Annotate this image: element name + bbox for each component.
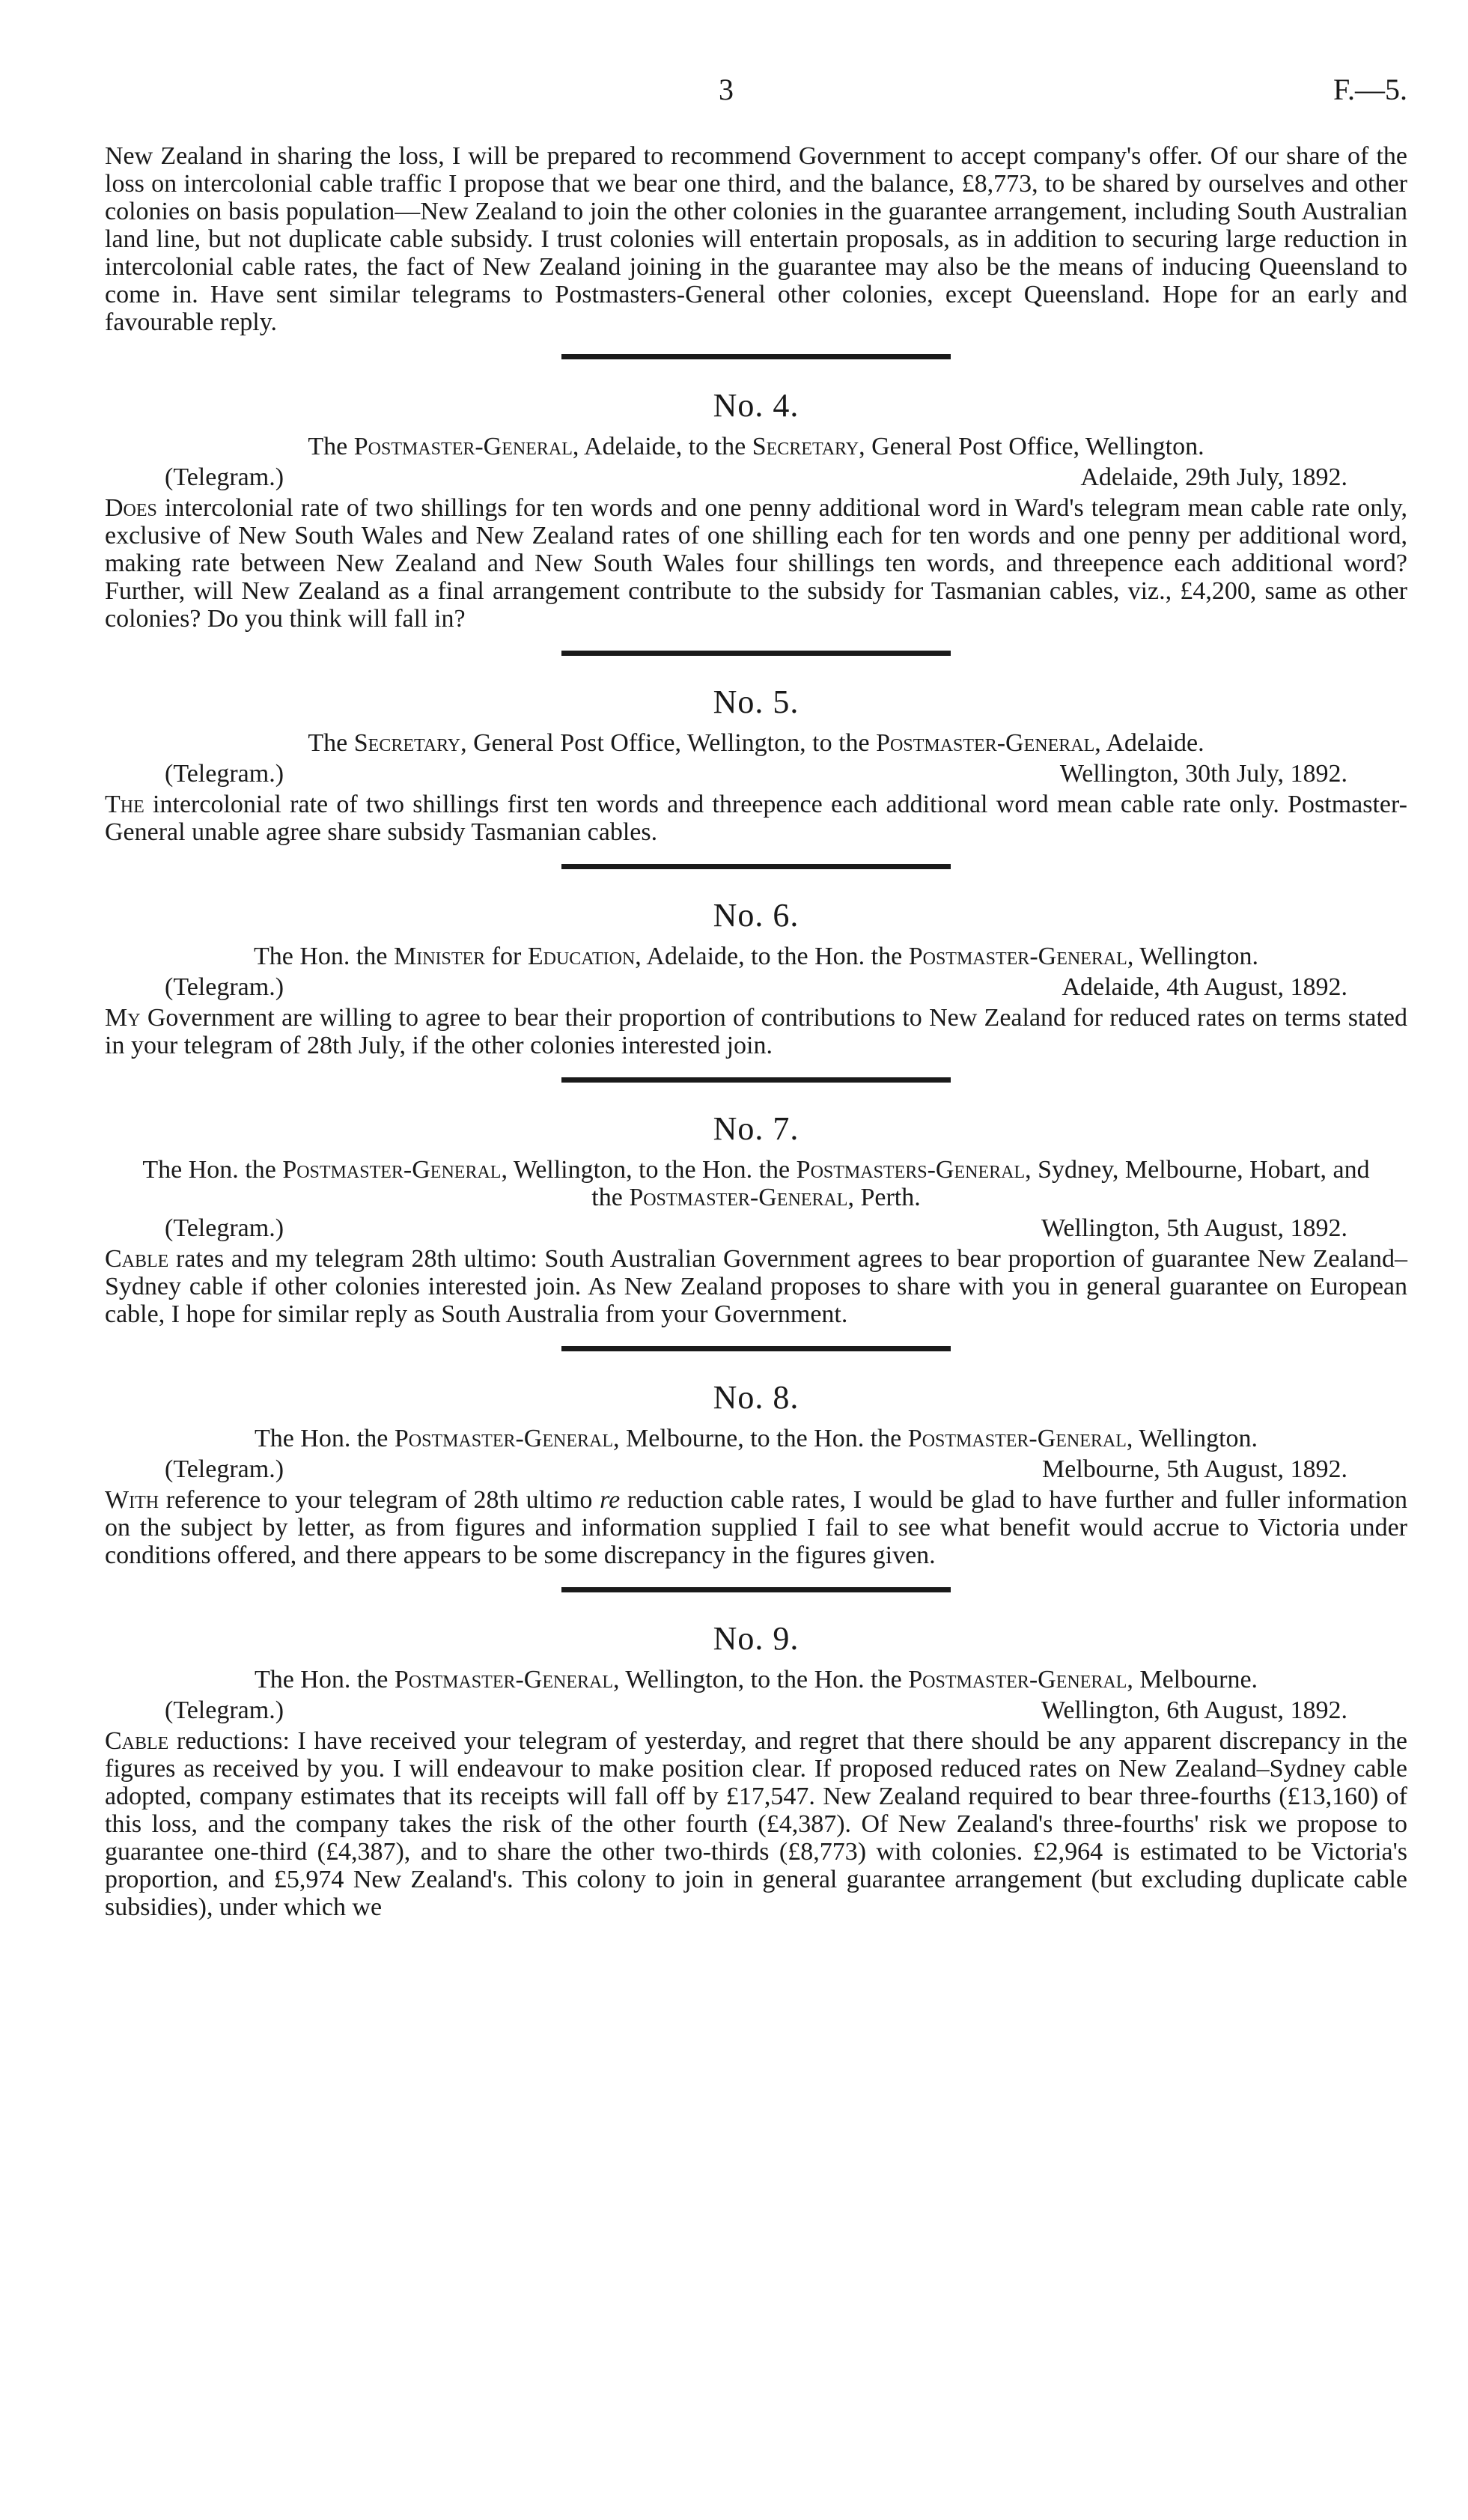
lead-word: Cable: [105, 1727, 169, 1755]
document-reference: F.—5.: [1333, 73, 1407, 106]
telegram-meta: [105, 1455, 1407, 1483]
addressing-text: , Wellington.: [1126, 1425, 1258, 1452]
place-date: Adelaide, 29th July, 1892.: [1080, 463, 1347, 491]
place-date: Wellington, 5th August, 1892.: [1041, 1214, 1347, 1242]
telegram-meta: [105, 760, 1407, 788]
page-header: [105, 72, 1407, 117]
addressing-text: The Hon. the: [254, 943, 394, 970]
body-text: Government are willing to agree to bear their proportion of contributions to New Zealand for reduced rates on terms stated in your telegram of 28th July, if the other colonies interested join.: [105, 1004, 1407, 1059]
item-body: [105, 1004, 1407, 1059]
section-divider: [561, 354, 951, 359]
telegram-type: (Telegram.): [165, 973, 284, 1001]
opening-paragraph: New Zealand in sharing the loss, I will be prepared to recommend Government to accept company's offer. Of our share of the loss on intercolonial cable traffic I propose that we bear one third, and the balance, £8,773, to be shared by ourselves and other colonies on basis population—New Zealand to join the other colonies in the guarantee arrangement, including South Australian land line, but not duplicate cable subsidy. I trust colonies will entertain proposals, as in addition to securing large reduction in intercolonial cable rates, the fact of New Zealand joining in the guarantee may also be the means of inducing Queensland to come in. Have sent similar telegrams to Postmasters-General other colonies, except Queensland. Hope for an early and favourable reply.: [105, 142, 1407, 336]
addressing-title: Postmaster-General: [353, 433, 573, 460]
addressing-title: Education: [527, 943, 636, 970]
lead-word: The: [105, 791, 144, 818]
telegram-type: (Telegram.): [165, 463, 284, 491]
body-text: reference to your telegram of 28th ultimo: [159, 1486, 600, 1514]
item-body: [105, 1245, 1407, 1328]
addressing-text: , Wellington, to the Hon. the: [613, 1666, 909, 1693]
addressing-text: , Wellington.: [1127, 943, 1258, 970]
addressing-text: , Wellington, to the Hon. the: [501, 1156, 797, 1184]
addressing-title: Postmaster-General: [907, 1425, 1127, 1452]
lead-word: Cable: [105, 1245, 169, 1273]
section-divider: [561, 1077, 951, 1083]
telegram-meta: [105, 1696, 1407, 1724]
addressing-text: The Hon. the: [254, 1666, 395, 1693]
addressing-title: Postmaster-General: [908, 1666, 1127, 1693]
telegram-meta: [105, 463, 1407, 491]
addressing-title: Minister: [393, 943, 486, 970]
addressing-title: Secretary: [353, 729, 461, 757]
telegram-type: (Telegram.): [165, 1455, 284, 1483]
telegram-meta: [105, 1214, 1407, 1242]
place-date: Melbourne, 5th August, 1892.: [1042, 1455, 1347, 1483]
addressing-title: Secretary: [752, 433, 859, 460]
addressing-text: , Melbourne, to the Hon. the: [613, 1425, 908, 1452]
item-heading-no-9: No. 9.: [713, 1620, 800, 1657]
body-text: intercolonial rate of two shillings first ten words and threepence each additional word mean cable rate only. Postmaster-General unable agree share subsidy Tasmanian cables.: [105, 791, 1407, 846]
addressing-text: The: [308, 433, 354, 460]
addressing-title: Postmaster-General: [876, 729, 1095, 757]
body-text: intercolonial rate of two shillings for ten words and one penny additional word in Ward's telegram mean cable rate only, exclusive of New South Wales and New Zealand rates of one shilling each for ten words and one penny per additional word, making rate between New Zealand and New South Wales four shillings ten words, and threepence each additional word? Further, will New Zealand as a final arrangement contribute to the subsidy for Tasmanian cables, viz., £4,200, same as other colonies? Do you think will fall in?: [105, 494, 1407, 633]
addressing-title: Postmaster-General: [282, 1156, 502, 1184]
place-date: Adelaide, 4th August, 1892.: [1062, 973, 1347, 1001]
addressing-title: Postmaster-General: [394, 1425, 614, 1452]
item-addressing: [127, 1425, 1385, 1452]
telegram-type: (Telegram.): [165, 1214, 284, 1242]
section-divider: [561, 864, 951, 869]
body-italic: re: [600, 1486, 621, 1514]
item-heading-no-4: No. 4.: [713, 387, 800, 424]
item-addressing: [127, 1156, 1385, 1211]
item-heading-no-8: No. 8.: [713, 1379, 800, 1416]
place-date: Wellington, 6th August, 1892.: [1041, 1696, 1347, 1724]
body-text: reduction cable rates, I would be glad to have further and fuller information on the subject by letter, as from figures and information supplied I fail to see what benefit would accrue to Victoria under conditions offered, and there appears to be some discrepancy in the figures given.: [105, 1486, 1407, 1569]
item-addressing: [127, 729, 1385, 757]
addressing-title: Postmaster-General: [908, 943, 1127, 970]
addressing-title: Postmaster-General: [629, 1184, 848, 1211]
item-body: [105, 494, 1407, 633]
item-addressing: [127, 433, 1385, 460]
lead-word: With: [105, 1486, 159, 1514]
addressing-text: The Hon. the: [254, 1425, 395, 1452]
addressing-text: , Perth.: [847, 1184, 921, 1211]
place-date: Wellington, 30th July, 1892.: [1059, 760, 1347, 788]
addressing-text: , Adelaide, to the: [572, 433, 752, 460]
body-text: rates and my telegram 28th ultimo: South Australian Government agrees to bear proportion of guarantee New Zealand–Sydney cable if other colonies interested join. As New Zealand proposes to share with you in general guarantee on European cable, I hope for similar reply as South Australia from your Government.: [105, 1245, 1407, 1328]
section-divider: [561, 1346, 951, 1351]
body-text: reductions: I have received your telegram of yesterday, and regret that there should be any apparent discrepancy in the figures as received by you. I will endeavour to make position clear. If proposed reduced rates on New Zealand–Sydney cable adopted, company estimates that its receipts will fall off by £17,547. New Zealand required to bear three-fourths (£13,160) of this loss, and the company takes the risk of the other fourth (£4,387). Of New Zealand's three-fourths' risk we propose to guarantee one-third (£4,387), and to share the other two-thirds (£8,773) with colonies. £2,964 is estimated to be Victoria's proportion, and £5,974 New Zealand's. This colony to join in general guarantee arrangement (but excluding duplicate cable subsidies), under which we: [105, 1727, 1407, 1921]
lead-word: Does: [105, 494, 157, 522]
item-addressing: [127, 1666, 1385, 1693]
telegram-type: (Telegram.): [165, 760, 284, 788]
item-body: [105, 1486, 1407, 1569]
item-body: [105, 1727, 1407, 1921]
telegram-type: (Telegram.): [165, 1696, 284, 1724]
section-divider: [561, 1587, 951, 1592]
page-content: [105, 142, 1407, 1921]
addressing-text: , General Post Office, Wellington.: [859, 433, 1204, 460]
item-heading-no-6: No. 6.: [713, 897, 800, 934]
lead-word: My: [105, 1004, 141, 1032]
addressing-text: , Adelaide.: [1094, 729, 1204, 757]
item-heading-no-5: No. 5.: [713, 684, 800, 720]
telegram-meta: [105, 973, 1407, 1001]
addressing-title: Postmasters-General: [796, 1156, 1026, 1184]
item-addressing: [127, 943, 1385, 970]
addressing-text: , Adelaide, to the Hon. the: [635, 943, 909, 970]
item-heading-no-7: No. 7.: [713, 1110, 800, 1147]
addressing-text: , Melbourne.: [1127, 1666, 1258, 1693]
addressing-title: Postmaster-General: [394, 1666, 614, 1693]
section-divider: [561, 651, 951, 656]
addressing-text: , General Post Office, Wellington, to the: [460, 729, 877, 757]
addressing-text: The: [308, 729, 354, 757]
item-body: [105, 791, 1407, 846]
addressing-text: for: [485, 943, 528, 970]
page-number: 3: [719, 73, 734, 106]
addressing-text: , Sydney, Melbourne, Hobart, and the: [591, 1156, 1370, 1211]
addressing-text: The Hon. the: [142, 1156, 283, 1184]
